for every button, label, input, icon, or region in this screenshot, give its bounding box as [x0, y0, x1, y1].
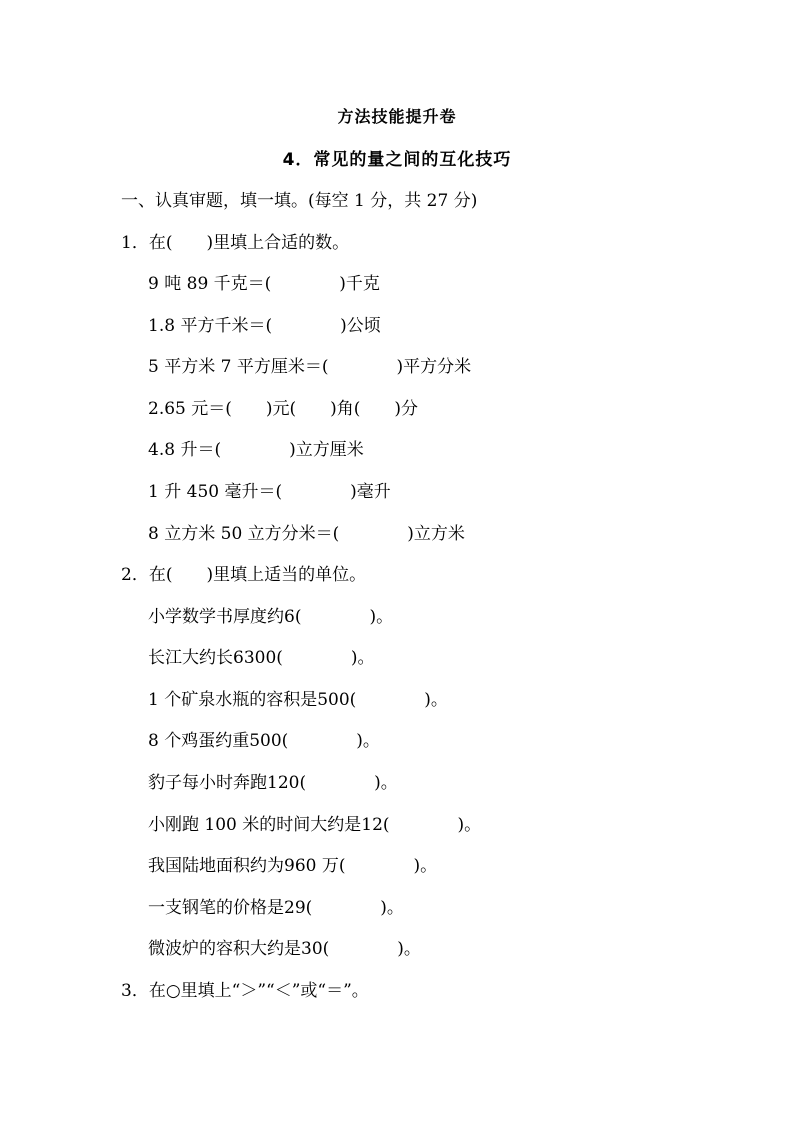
q2-item-9: 微波炉的容积大约是30( )。 — [148, 939, 421, 959]
question-2-stem: 2．在( )里填上适当的单位。 — [121, 565, 367, 585]
q2-item-2: 长江大约长6300( )。 — [148, 648, 375, 668]
q2-item-3: 1 个矿泉水瓶的容积是500( )。 — [148, 690, 448, 710]
section-heading: 一、认真审题，填一填。(每空 1 分，共 27 分) — [121, 191, 478, 211]
q1-item-3: 5 平方米 7 平方厘米＝( )平方分米 — [148, 357, 472, 377]
q2-item-8: 一支钢笔的价格是29( )。 — [148, 898, 404, 918]
q1-item-2: 1.8 平方千米＝( )公顷 — [148, 316, 381, 336]
q1-item-4: 2.65 元＝( )元( )角( )分 — [148, 399, 419, 419]
q2-item-5: 豹子每小时奔跑120( )。 — [148, 773, 398, 793]
q2-item-7: 我国陆地面积约为960 万( )。 — [148, 856, 438, 876]
worksheet-title: 方法技能提升卷 — [337, 107, 457, 126]
q2-item-1: 小学数学书厚度约6( )。 — [148, 607, 394, 627]
q1-item-5: 4.8 升＝( )立方厘米 — [148, 440, 364, 460]
worksheet-subtitle: 4．常见的量之间的互化技巧 — [282, 150, 512, 170]
q2-item-6: 小刚跑 100 米的时间大约是12( )。 — [148, 815, 482, 835]
q1-item-7: 8 立方米 50 立方分米＝( )立方米 — [148, 524, 465, 544]
q1-item-6: 1 升 450 毫升＝( )毫升 — [148, 482, 391, 502]
question-3-stem: 3．在○里填上“＞”“＜”或“＝”。 — [121, 981, 369, 1001]
question-1-stem: 1．在( )里填上合适的数。 — [121, 233, 350, 253]
q1-item-1: 9 吨 89 千克＝( )千克 — [148, 274, 380, 294]
q2-item-4: 8 个鸡蛋约重500( )。 — [148, 731, 380, 751]
